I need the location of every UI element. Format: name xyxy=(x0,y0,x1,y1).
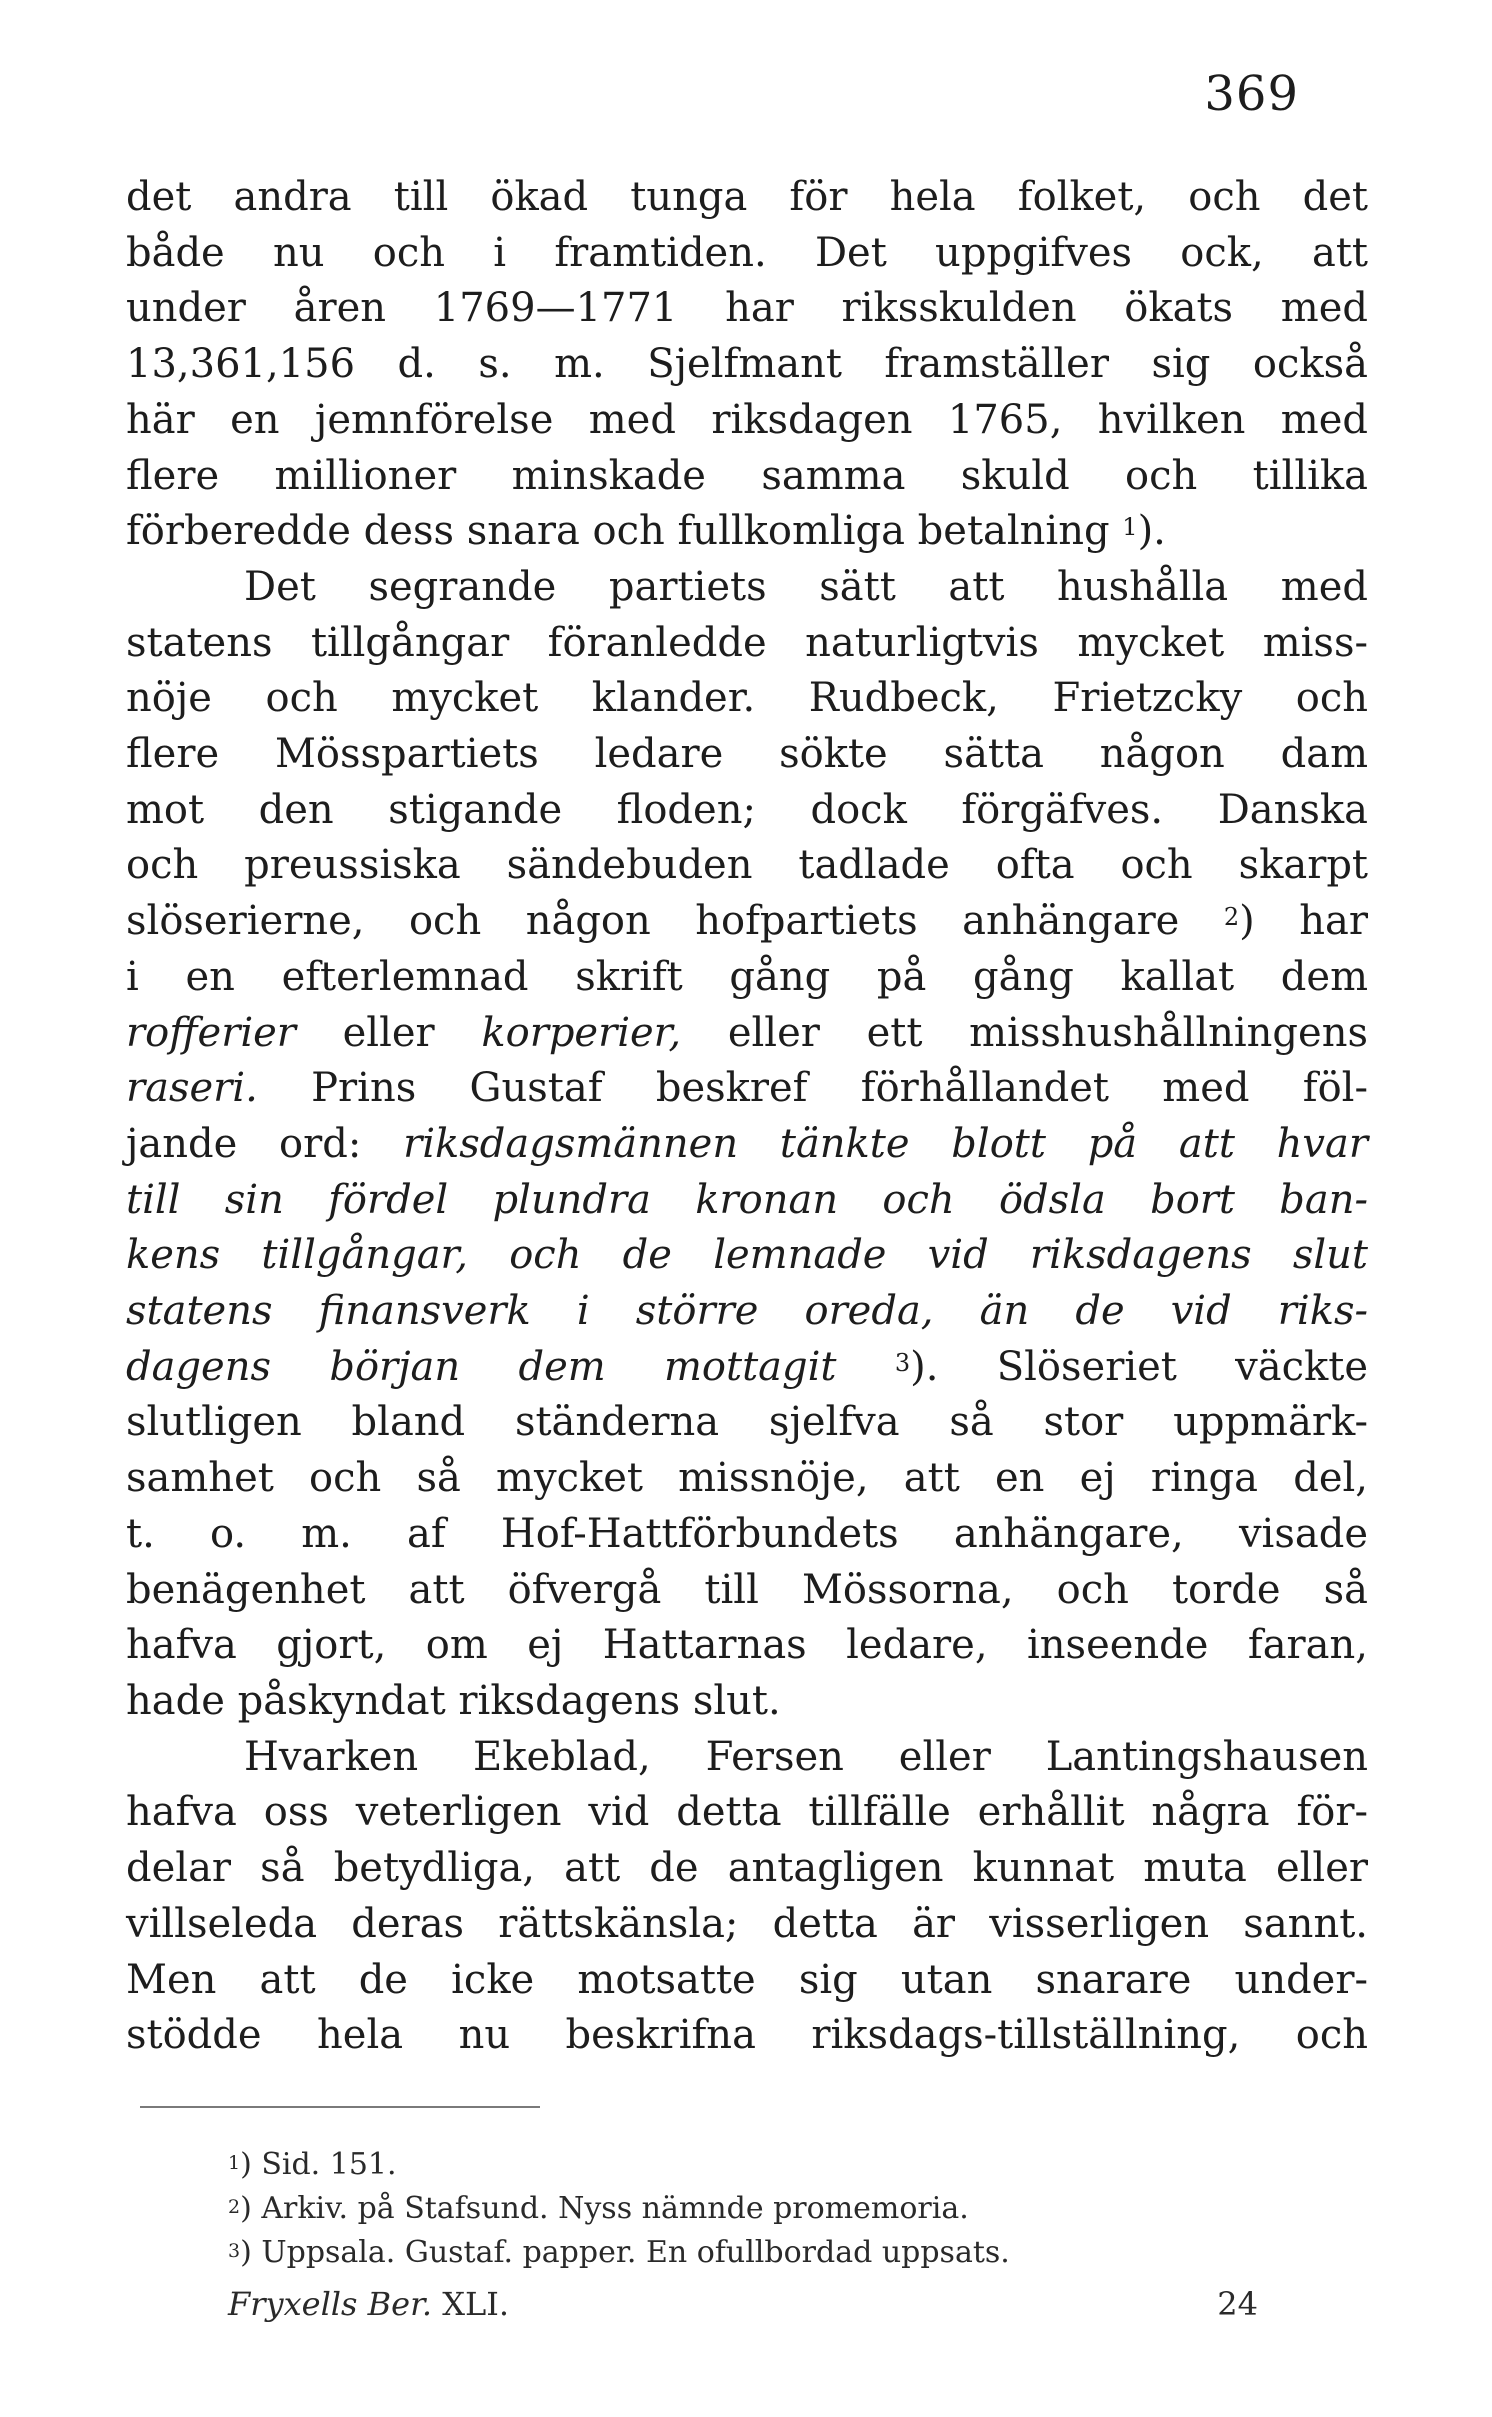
text-run: under åren 1769—1771 har riksskulden ökats med xyxy=(126,285,1368,332)
text-run: villseleda deras rättskänsla; detta är visserligen sannt. xyxy=(126,1900,1368,1947)
text-line xyxy=(126,560,1368,616)
text-line xyxy=(126,1117,1368,1173)
text-run: hafva gjort, om ej Hattarnas ledare, inseende faran, xyxy=(126,1622,1368,1669)
text-run: riksdagsmännen tänkte blott på att hvar xyxy=(403,1120,1368,1167)
text-line xyxy=(126,504,1368,560)
footnote xyxy=(228,2231,1368,2275)
text-run: slöserierne, och någon hofpartiets anhängare xyxy=(126,898,1224,945)
text-run: det andra till ökad tunga för hela folket, och det xyxy=(126,174,1368,220)
text-run: flere millioner minskade samma skuld och tillika xyxy=(126,452,1368,499)
text-run: statens tillgångar föranledde naturligtvis mycket miss- xyxy=(126,619,1368,666)
text-line xyxy=(126,838,1368,894)
text-run: slutligen bland ständerna sjelfva så stor uppmärk- xyxy=(126,1399,1368,1446)
text-run: statens finansverk i större oreda, än de vid riks- xyxy=(126,1288,1368,1335)
text-line xyxy=(126,671,1368,727)
text-line xyxy=(126,1953,1368,2009)
text-line xyxy=(126,894,1368,950)
text-line xyxy=(126,1173,1368,1229)
text-line xyxy=(126,1785,1368,1841)
text-run: hade påskyndat riksdagens slut. xyxy=(126,1677,781,1724)
footnote xyxy=(228,2143,1368,2187)
text-line xyxy=(126,1228,1368,1284)
text-line xyxy=(126,226,1368,282)
text-line xyxy=(126,1061,1368,1117)
text-line xyxy=(126,1006,1368,1062)
text-run: Prins Gustaf beskref förhållandet med föl- xyxy=(257,1065,1368,1112)
text-run: kens tillgångar, och de lemnade vid riksdagens slut xyxy=(126,1232,1368,1279)
text-run: benägenhet att öfvergå till Mössorna, och torde så xyxy=(126,1566,1368,1613)
text-run: både nu och i framtiden. Det uppgifves ock, att xyxy=(126,229,1368,276)
text-line xyxy=(126,950,1368,1006)
text-line xyxy=(126,1507,1368,1563)
text-run: rofferier xyxy=(126,1009,296,1056)
text-run: och preussiska sändebuden tadlade ofta och skarpt xyxy=(126,842,1368,889)
text-run: här en jemnförelse med riksdagen 1765, hvilken med xyxy=(126,396,1368,443)
text-run: till sin fördel plundra kronan och ödsla bort ban- xyxy=(126,1176,1368,1223)
footnote-number: 3 xyxy=(228,2240,241,2262)
text-run: stödde hela nu beskrifna riksdags-tillställning, och xyxy=(126,2012,1368,2059)
footnotes xyxy=(228,2143,1368,2275)
text-line xyxy=(126,727,1368,783)
text-line xyxy=(126,1284,1368,1340)
printer-signature: Fryxells Ber. xyxy=(228,2285,433,2323)
text-run: Det segrande partiets sätt att hushålla med xyxy=(244,563,1368,610)
text-line xyxy=(126,281,1368,337)
text-line xyxy=(126,393,1368,449)
page-footer xyxy=(228,2282,1258,2326)
text-run: 13,361,156 d. s. m. Sjelfmant framställer sig också xyxy=(126,341,1368,388)
footnote-ref: 1 xyxy=(1122,513,1138,542)
text-run: eller xyxy=(295,1009,482,1056)
text-line xyxy=(126,1563,1368,1619)
text-line xyxy=(126,1618,1368,1674)
text-line xyxy=(126,1395,1368,1451)
text-line xyxy=(126,337,1368,393)
text-run: i en efterlemnad skrift gång på gång kallat dem xyxy=(126,953,1368,1000)
footnote-ref: 2 xyxy=(1223,903,1240,932)
text-run: mot den stigande floden; dock förgäfves. Danska xyxy=(126,786,1368,833)
page-number: 369 xyxy=(1204,66,1299,122)
footnote-text: ) Arkiv. på Stafsund. Nyss nämnde promemoria. xyxy=(240,2191,969,2226)
text-run: jande ord: xyxy=(126,1120,404,1167)
text-run: samhet och så mycket missnöje, att en ej ringa del, xyxy=(126,1455,1368,1502)
text-line xyxy=(126,449,1368,505)
text-run: ) har xyxy=(1239,898,1368,945)
footnote xyxy=(228,2187,1368,2231)
volume-number: XLI. xyxy=(442,2285,510,2323)
text-run: ). Slöseriet väckte xyxy=(910,1343,1369,1390)
text-line xyxy=(126,1340,1368,1396)
text-line xyxy=(126,1451,1368,1507)
text-line xyxy=(126,1730,1368,1786)
text-run: ). xyxy=(1137,508,1166,555)
text-run: eller ett misshushållningens xyxy=(681,1009,1368,1056)
text-line xyxy=(126,616,1368,672)
text-run: t. o. m. af Hof-Hattförbundets anhängare, visade xyxy=(126,1510,1368,1557)
text-line xyxy=(126,1897,1368,1953)
text-run: nöje och mycket klander. Rudbeck, Frietzcky och xyxy=(126,675,1368,722)
sheet-number: 24 xyxy=(1217,2285,1258,2323)
text-run: Men att de icke motsatte sig utan snarare under- xyxy=(126,1956,1368,2003)
text-line xyxy=(126,1841,1368,1897)
text-line xyxy=(126,783,1368,839)
body-text xyxy=(126,170,1368,2064)
footnote-text: ) Sid. 151. xyxy=(240,2147,397,2182)
text-run: delar så betydliga, att de antagligen kunnat muta eller xyxy=(126,1845,1368,1892)
text-line xyxy=(126,170,1368,226)
text-run: dagens början dem mottagit xyxy=(126,1343,837,1390)
text-run: hafva oss veterligen vid detta tillfälle erhållit några för- xyxy=(126,1789,1368,1836)
footnote-ref: 3 xyxy=(894,1348,911,1377)
text-run: flere Mösspartiets ledare sökte sätta någon dam xyxy=(126,731,1368,778)
footnote-number: 1 xyxy=(228,2152,241,2174)
text-run: förberedde dess snara och fullkomliga betalning xyxy=(126,508,1123,555)
text-run: korperier, xyxy=(481,1009,682,1056)
footnote-text: ) Uppsala. Gustaf. papper. En ofullbordad uppsats. xyxy=(240,2235,1010,2270)
text-run: raseri. xyxy=(126,1065,258,1112)
text-run xyxy=(836,1344,894,1390)
text-line xyxy=(126,2008,1368,2064)
text-run: Hvarken Ekeblad, Fersen eller Lantingshausen xyxy=(244,1733,1368,1780)
text-line xyxy=(126,1674,1368,1730)
footnote-divider xyxy=(140,2106,540,2108)
footnote-number: 2 xyxy=(228,2196,241,2218)
